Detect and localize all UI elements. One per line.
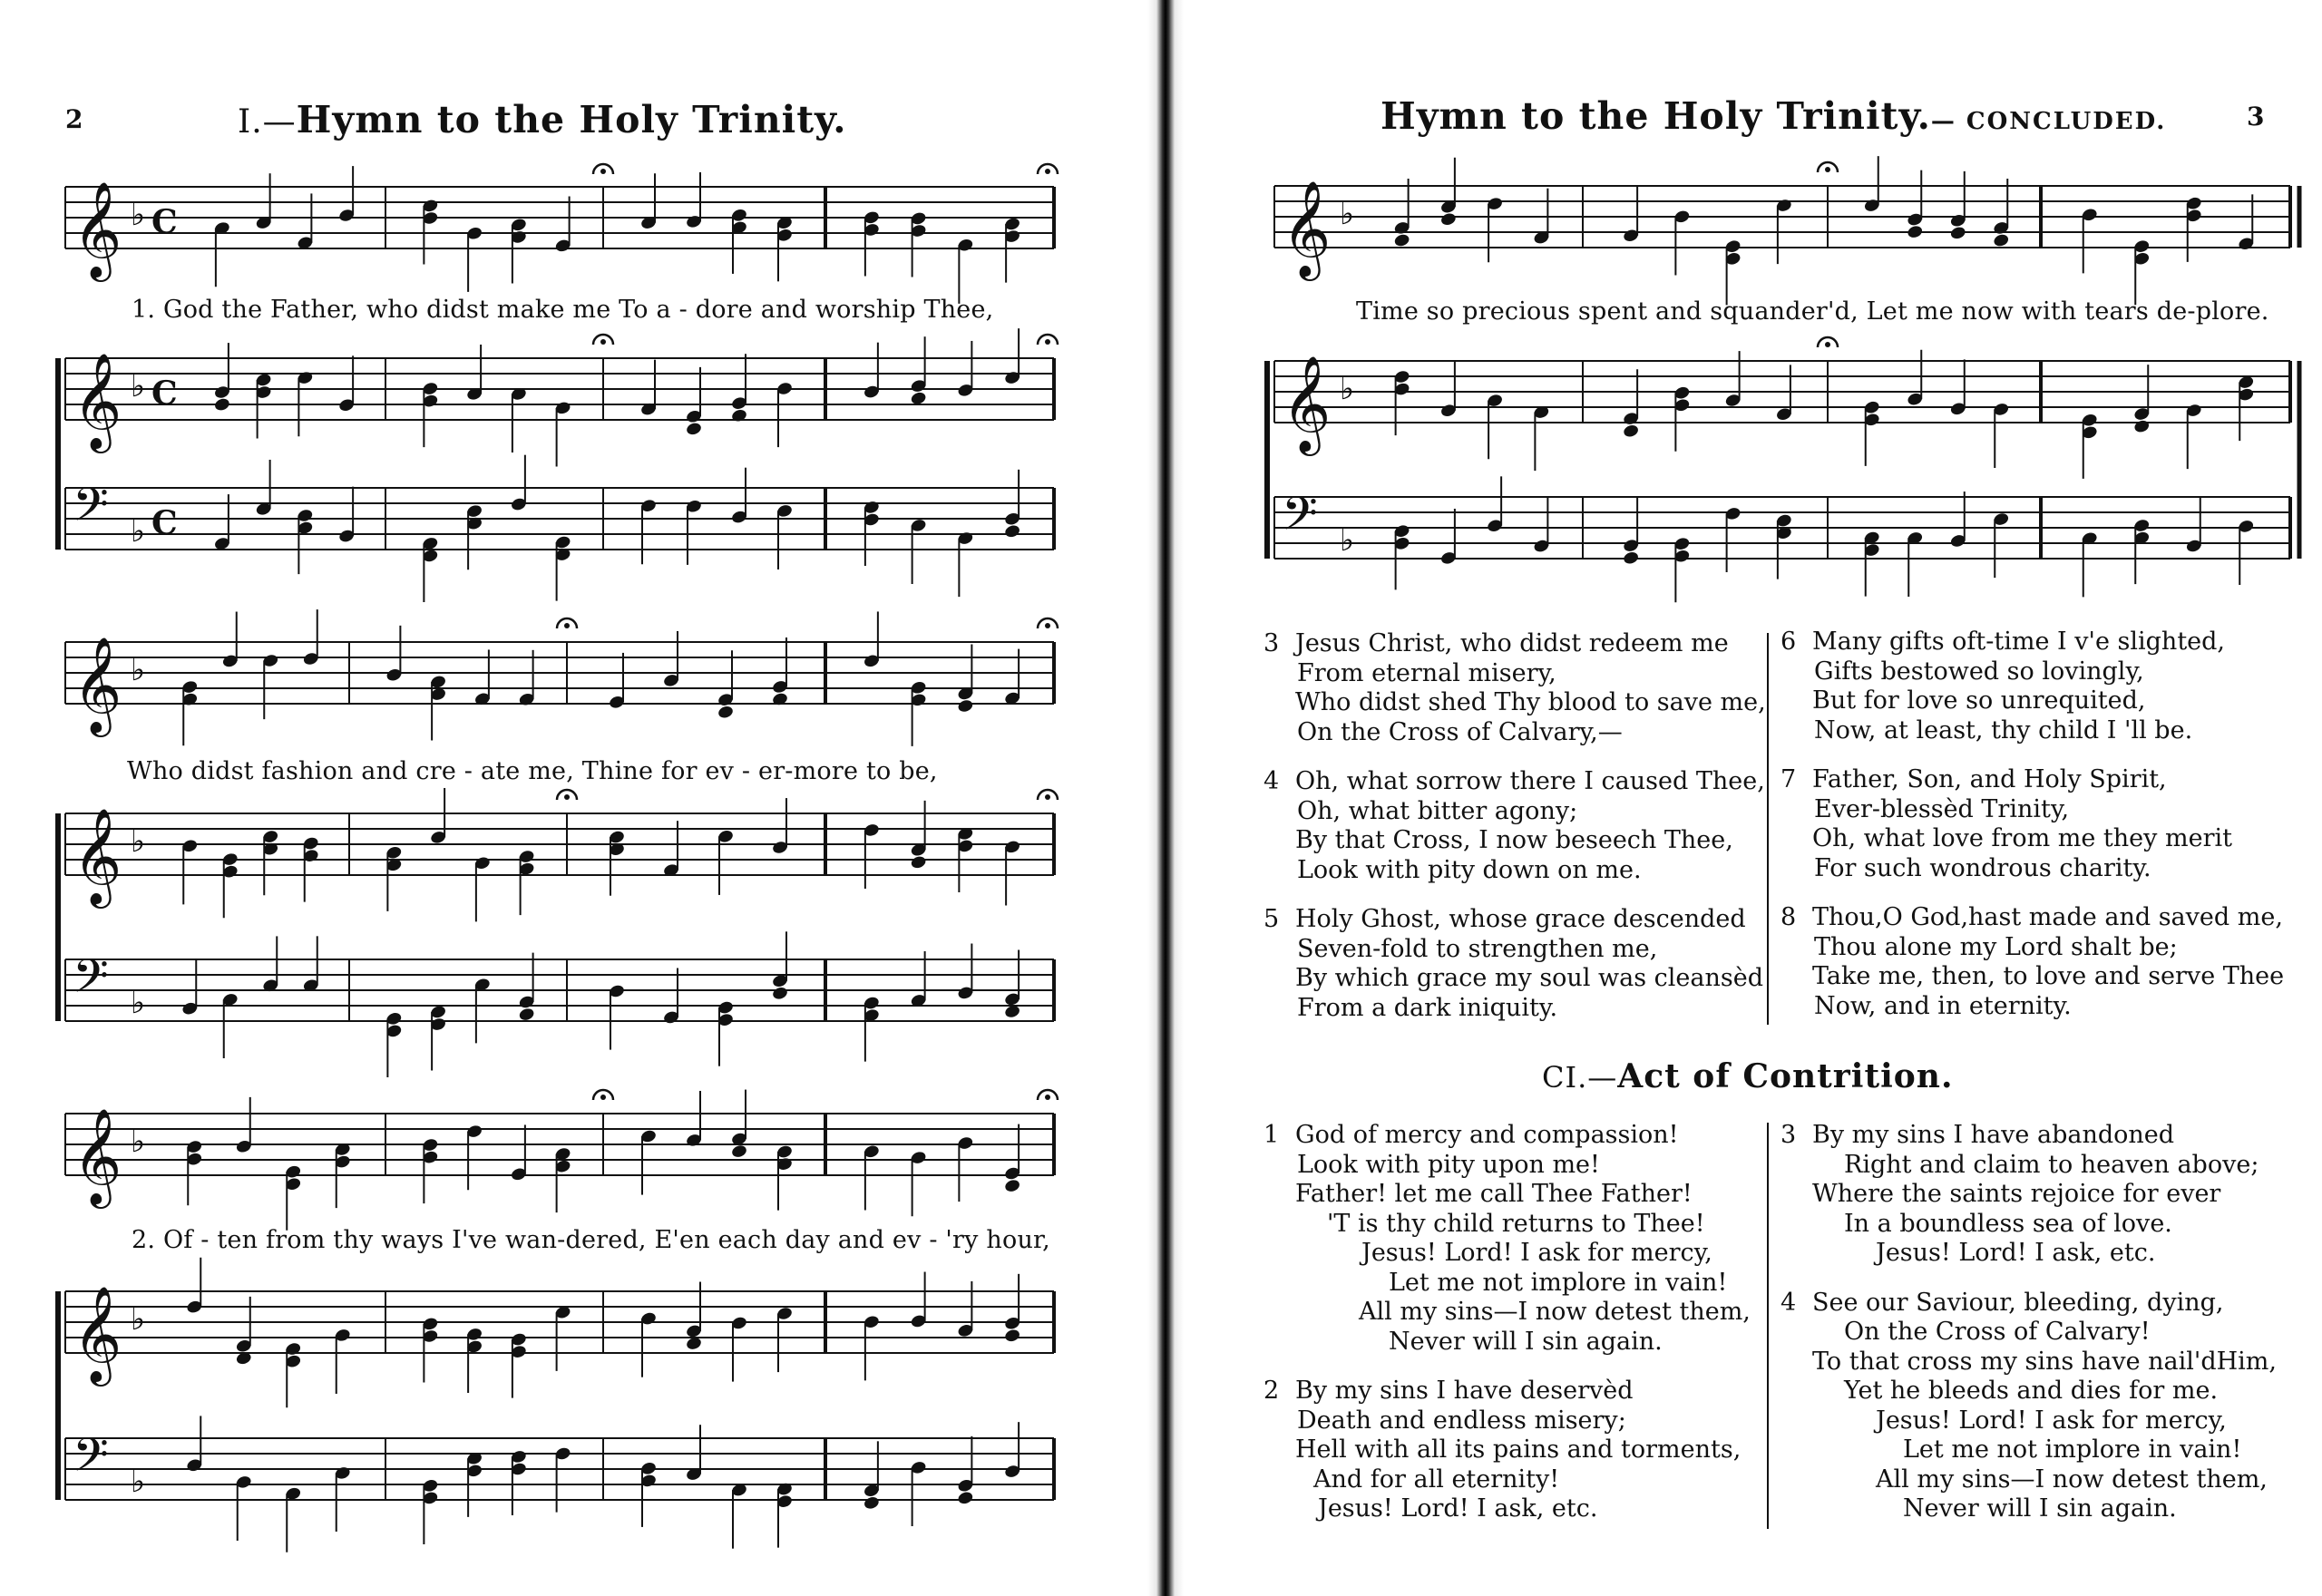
contrition-right-column [1781,1121,2277,1524]
verse-line: All my sins—I now detest them, [1359,1298,1751,1326]
note-head [1623,423,1640,439]
treble-clef-icon: 𝄞 [1282,355,1332,452]
fermata-dot [1045,339,1050,345]
verse-line: Never will I sin again. [1389,1327,1663,1356]
verse-line: Thou,O God,hast made and saved me, [1812,903,2283,931]
flat-icon: ♭ [131,652,146,688]
fermata-dot [1825,167,1830,172]
verse-line: Right and claim to heaven above; [1844,1150,2259,1179]
contrition-left-column [1263,1121,1751,1524]
verse-line: Who didst shed Thy blood to save me, [1295,688,1766,716]
verse-line: Jesus! Lord! I ask, etc. [1876,1239,2156,1267]
note-head [1993,233,2010,248]
verse-line: God of mercy and compassion! [1295,1121,1679,1149]
note-head [1949,225,1966,240]
right-title-text: Hymn to the Holy Trinity. [1381,94,1931,138]
verse-line: For such wondrous charity. [1814,853,2151,882]
verse-line: Oh, what love from me they merit [1812,824,2232,852]
verse-number: 5 [1263,905,1280,933]
verse-line: Look with pity upon me! [1297,1150,1600,1179]
verse-number: 1 [1263,1121,1280,1149]
fermata-dot [600,339,606,345]
verse-line: Jesus! Lord! I ask for mercy, [1361,1239,1712,1267]
fermata-dot [600,169,606,174]
note-head [1439,211,1457,227]
verse-7 [1781,765,2284,883]
verses-left-column [1263,629,1766,1023]
common-time-icon: C [151,375,178,413]
verse-line: Father, Son, and Holy Spirit, [1812,765,2167,793]
left-title-text: Hymn to the Holy Trinity. [296,98,847,141]
verse-line: Let me not implore in vain! [1389,1268,1728,1297]
left-lyric-line-2: Who didst fashion and cre - ate me, Thine for ev - er-more to be, [127,757,938,785]
flat-icon: ♭ [1340,522,1355,559]
verse-line: Look with pity down on me. [1297,855,1642,884]
note-head [1907,224,1924,239]
treble-clef-icon: 𝄞 [73,180,122,277]
verse-line: Seven-fold to strengthen me, [1297,934,1658,963]
flat-icon: ♭ [1340,371,1355,407]
note-head [1393,233,1410,248]
verse-line: On the Cross of Calvary! [1844,1318,2151,1346]
flat-icon: ♭ [131,1124,146,1160]
verse-line: Jesus Christ, who didst redeem me [1295,629,1729,657]
fermata-dot [1045,169,1050,174]
verse-line: Oh, what sorrow there I caused Thee, [1295,767,1765,795]
verse-line: By my sins I have deservèd [1295,1377,1634,1405]
verse-number: 4 [1781,1288,1797,1317]
verse-line: But for love so unrequited, [1812,686,2146,715]
flat-icon: ♭ [131,197,146,233]
verse-column-rule [1767,633,1769,1025]
verse-line: By my sins I have abandoned [1812,1121,2175,1149]
note-head [2133,419,2151,434]
verse-line: Jesus! Lord! I ask, etc. [1318,1494,1598,1523]
fermata-dot [1045,1095,1050,1100]
flat-icon: ♭ [131,368,146,404]
note-head [730,1143,747,1159]
verse-line: From eternal misery, [1297,658,1556,687]
contrition-verse-1 [1263,1121,1751,1357]
flat-icon: ♭ [131,1301,146,1338]
note-head [518,1007,535,1022]
bass-clef-icon: 𝄢 [1282,486,1318,552]
verse-line: Holy Ghost, whose grace descended [1295,905,1746,933]
right-page [1184,0,2322,1596]
treble-clef-icon: 𝄞 [73,352,122,449]
verse-5 [1263,905,1766,1023]
contrition-verse-4 [1781,1289,2277,1524]
verse-line: Death and endless misery; [1297,1406,1626,1435]
fermata-dot [600,1095,606,1100]
left-lyric-line-3: 2. Of - ten from thy ways I've wan-dered, E'en each day and ev - 'ry hour, [132,1226,1050,1254]
fermata-dot [564,623,570,628]
verse-line: By which grace my soul was cleansèd [1295,964,1764,992]
note-head [685,421,702,436]
verse-number: 6 [1781,628,1797,656]
verse-line: In a boundless sea of love. [1844,1209,2172,1238]
verse-8 [1781,903,2284,1021]
note-head [1004,1328,1021,1343]
contrition-column-rule [1767,1123,1769,1529]
common-time-icon: C [151,504,178,542]
treble-clef-icon: 𝄞 [73,636,122,733]
contrition-verse-3 [1781,1121,2277,1269]
bass-clef-icon: 𝄢 [73,477,109,543]
bass-clef-icon: 𝄢 [73,949,109,1015]
section-number: CI.— [1542,1060,1618,1095]
note-head [213,397,230,413]
common-time-icon: C [151,203,178,241]
verse-line: From a dark iniquity. [1297,993,1558,1022]
verse-line: Father! let me call Thee Father! [1295,1180,1693,1208]
verse-line: Ever-blessèd Trinity, [1814,794,2070,823]
right-page-number: 3 [2247,102,2265,131]
contrition-verse-2 [1263,1377,1751,1524]
verse-number: 3 [1781,1121,1797,1149]
note-head [1004,523,1021,539]
verse-number: 8 [1781,903,1797,931]
act-of-contrition-title [1542,1057,1953,1095]
verse-line: Oh, what bitter agony; [1297,796,1578,825]
verse-line: Let me not implore in vain! [1903,1435,2242,1464]
verse-number: 7 [1781,765,1797,793]
flat-icon: ♭ [1340,196,1355,232]
book-gutter [1147,0,1184,1596]
flat-icon: ♭ [131,823,146,860]
verse-3 [1263,629,1766,747]
note-head [1623,550,1640,566]
verse-4 [1263,767,1766,885]
verse-line: Jesus! Lord! I ask for mercy, [1876,1406,2227,1435]
left-title-number: I.— [238,103,297,141]
verse-line: All my sins—I now detest them, [1876,1465,2268,1494]
verse-line: By that Cross, I now beseech Thee, [1295,826,1733,854]
verses-right-column [1781,628,2284,1021]
fermata-dot [564,794,570,800]
right-title-suffix: — CONCLUDED. [1930,108,2167,135]
note-head [717,705,734,720]
treble-clef-icon: 𝄞 [73,1285,122,1382]
flat-icon: ♭ [131,513,146,550]
left-lyric-line-1: 1. God the Father, who didst make me To a - dore and worship Thee, [132,296,994,324]
fermata-dot [1045,794,1050,800]
note-head [957,1490,974,1505]
fermata-dot [1825,342,1830,347]
left-page [0,0,1147,1596]
note-head [771,986,788,1001]
flat-icon: ♭ [131,985,146,1021]
verse-line: Many gifts oft-time I v'e slighted, [1812,628,2226,656]
verse-number: 3 [1263,629,1280,657]
right-lyric-line: Time so precious spent and squander'd, Let me now with tears de-plore. [1356,297,2269,326]
verse-line: Never will I sin again. [1903,1494,2177,1523]
verse-line: Yet he bleeds and dies for me. [1844,1377,2219,1405]
bass-clef-icon: 𝄢 [73,1427,109,1494]
note-head [910,854,927,870]
fermata-dot [1045,623,1050,628]
note-head [957,698,974,714]
treble-clef-icon: 𝄞 [73,1107,122,1204]
verse-line: Take me, then, to love and serve Thee [1812,962,2285,990]
treble-clef-icon: 𝄞 [73,807,122,904]
verse-number: 4 [1263,767,1280,795]
verse-6 [1781,628,2284,745]
left-music-system-1 [0,0,1147,1596]
verse-line: And for all eternity! [1313,1465,1560,1494]
verse-line: Now, and in eternity. [1814,991,2072,1020]
verse-line: 'T is thy child returns to Thee! [1327,1209,1705,1238]
note-head [730,408,747,423]
treble-clef-icon: 𝄞 [1282,180,1332,277]
note-head [1004,1178,1021,1193]
verse-number: 2 [1263,1377,1280,1405]
verse-line: To that cross my sins have nail'dHim, [1812,1347,2277,1376]
left-page-number: 2 [65,104,83,134]
verse-line: See our Saviour, bleeding, dying, [1812,1288,2224,1317]
note-head [863,1495,880,1511]
verse-line: Thou alone my Lord shalt be; [1814,932,2178,961]
verse-line: Where the saints rejoice for ever [1812,1180,2221,1208]
section-title-text: Act of Contrition. [1617,1057,1954,1095]
verse-line: Now, at least, thy child I 'll be. [1814,715,2193,744]
flat-icon: ♭ [131,1464,146,1500]
verse-line: Hell with all its pains and torments, [1295,1435,1742,1464]
verse-line: On the Cross of Calvary,— [1297,717,1623,746]
verse-line: Gifts bestowed so lovingly, [1814,657,2144,686]
